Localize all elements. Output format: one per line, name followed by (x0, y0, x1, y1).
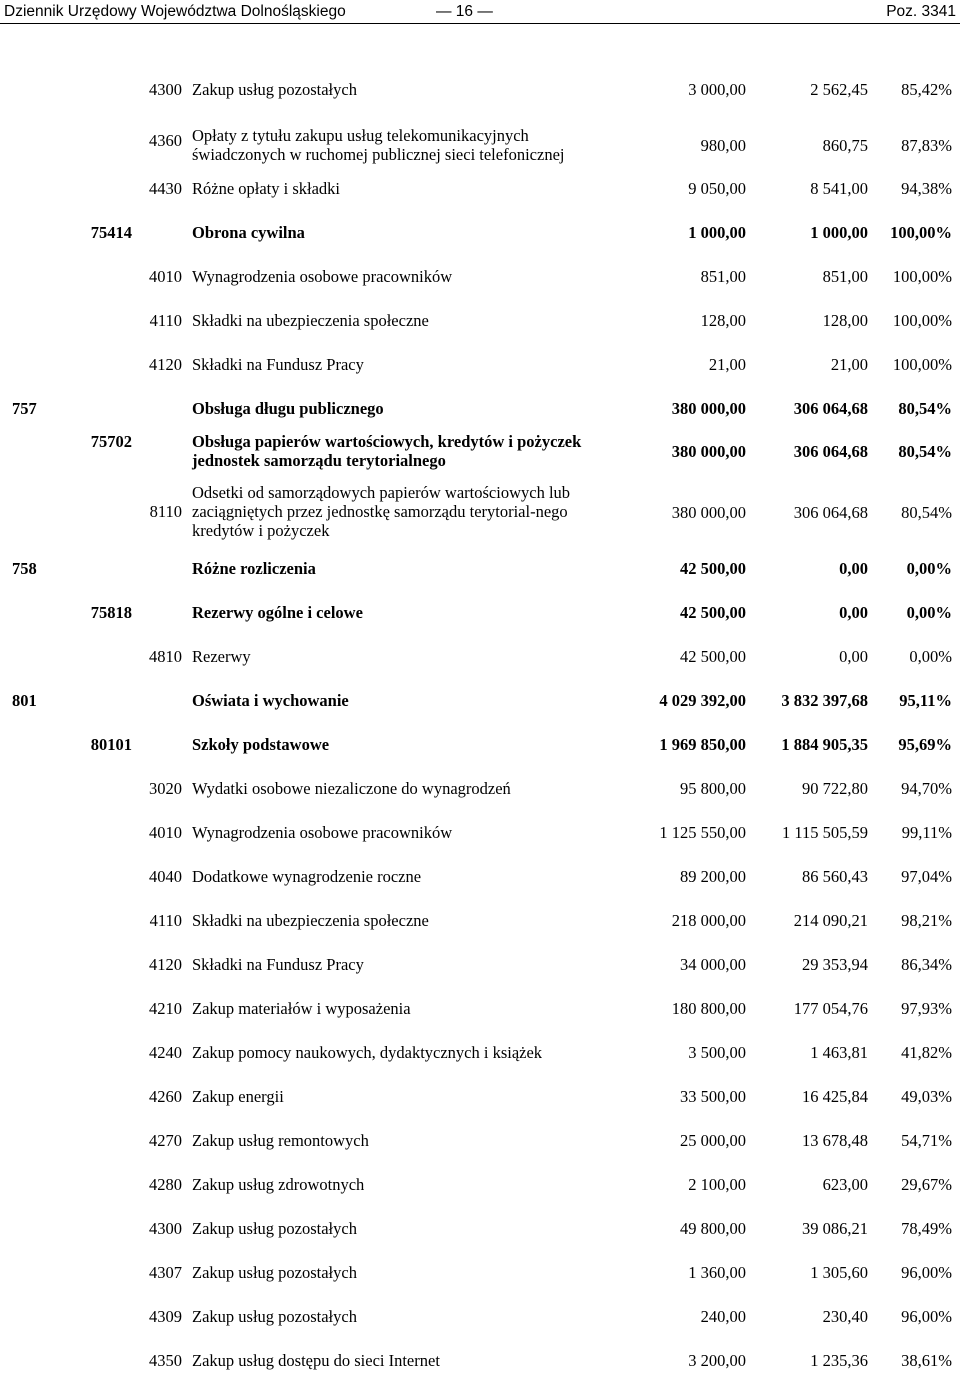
name-cell: Opłaty z tytułu zakupu usług telekomunikacyjnych świadczonych w ruchomej publicznej sieci telefonicznej (192, 126, 565, 164)
paragraf-cell: 4210 (149, 999, 182, 1018)
wykonanie-cell: 851,00 (822, 267, 868, 286)
table-row (12, 1219, 956, 1238)
plan-cell: 1 125 550,00 (659, 823, 746, 842)
name-cell: Szkoły podstawowe (192, 735, 330, 754)
percent-cell: 100,00% (892, 355, 952, 374)
percent-cell: 96,00% (901, 1263, 952, 1282)
table-row (12, 179, 956, 198)
percent-cell: 96,00% (901, 1307, 952, 1326)
plan-cell: 25 000,00 (680, 1131, 746, 1150)
table-row (12, 432, 956, 470)
paragraf-cell: 4240 (149, 1043, 182, 1062)
wykonanie-cell: 306 064,68 (793, 442, 868, 461)
table-row (12, 1263, 956, 1282)
wykonanie-cell: 230,40 (822, 1307, 868, 1326)
table-row (12, 955, 956, 974)
wykonanie-cell: 1 463,81 (810, 1043, 868, 1062)
plan-cell: 128,00 (700, 311, 746, 330)
plan-cell: 4 029 392,00 (659, 691, 746, 710)
wykonanie-cell: 1 000,00 (810, 223, 868, 242)
table-row (12, 779, 956, 798)
wykonanie-cell: 0,00 (839, 647, 868, 666)
percent-cell: 98,21% (901, 911, 952, 930)
plan-cell: 42 500,00 (680, 559, 746, 578)
percent-cell: 87,83% (901, 136, 952, 155)
table-row (12, 1131, 956, 1150)
paragraf-cell: 4040 (149, 867, 182, 886)
wykonanie-cell: 860,75 (822, 136, 868, 155)
header-divider (0, 23, 960, 24)
wykonanie-cell: 177 054,76 (793, 999, 868, 1018)
percent-cell: 99,11% (901, 823, 952, 842)
plan-cell: 49 800,00 (680, 1219, 746, 1238)
plan-cell: 1 969 850,00 (659, 735, 746, 754)
name-cell: Składki na ubezpieczenia społeczne (192, 311, 429, 330)
name-cell: Odsetki od samorządowych papierów wartościowych lub zaciągniętych przez jednostkę samorządu terytorial-nego kredytów i pożyczek (192, 483, 571, 540)
table-row (12, 647, 956, 666)
plan-cell: 3 200,00 (688, 1351, 746, 1370)
plan-cell: 180 800,00 (671, 999, 746, 1018)
name-cell: Zakup materiałów i wyposażenia (192, 999, 411, 1018)
table-row (12, 311, 956, 330)
table-row (12, 1307, 956, 1326)
plan-cell: 2 100,00 (688, 1175, 746, 1194)
paragraf-cell: 4270 (149, 1131, 182, 1150)
dzial-cell: 758 (12, 559, 37, 578)
percent-cell: 85,42% (901, 80, 952, 99)
paragraf-cell: 4300 (149, 1219, 182, 1238)
name-cell: Wynagrodzenia osobowe pracowników (192, 823, 453, 842)
plan-cell: 1 360,00 (688, 1263, 746, 1282)
name-cell: Dodatkowe wynagrodzenie roczne (192, 867, 422, 886)
name-cell: Wynagrodzenia osobowe pracowników (192, 267, 453, 286)
percent-cell: 29,67% (901, 1175, 952, 1194)
paragraf-cell: 4360 (149, 131, 182, 150)
paragraf-cell: 4350 (149, 1351, 182, 1370)
position-number: Poz. 3341 (886, 3, 956, 20)
name-cell: Zakup pomocy naukowych, dydaktycznych i książek (192, 1043, 543, 1062)
name-cell: Rezerwy ogólne i celowe (192, 603, 363, 622)
wykonanie-cell: 39 086,21 (802, 1219, 868, 1238)
percent-cell: 100,00% (892, 311, 952, 330)
name-cell: Zakup energii (192, 1087, 284, 1106)
wykonanie-cell: 29 353,94 (802, 955, 868, 974)
name-cell: Obsługa długu publicznego (192, 399, 384, 418)
plan-cell: 3 000,00 (688, 80, 746, 99)
wykonanie-cell: 1 884 905,35 (781, 735, 868, 754)
plan-cell: 89 200,00 (680, 867, 746, 886)
name-cell: Różne opłaty i składki (192, 179, 341, 198)
name-cell: Zakup usług pozostałych (192, 80, 357, 99)
percent-cell: 80,54% (898, 442, 952, 461)
plan-cell: 380 000,00 (671, 442, 746, 461)
name-cell: Składki na ubezpieczenia społeczne (192, 911, 429, 930)
table-row (12, 80, 956, 99)
percent-cell: 100,00% (890, 223, 952, 242)
percent-cell: 94,70% (901, 779, 952, 798)
wykonanie-cell: 21,00 (830, 355, 868, 374)
name-cell: Wydatki osobowe niezaliczone do wynagrodzeń (192, 779, 511, 798)
percent-cell: 54,71% (901, 1131, 952, 1150)
percent-cell: 95,11% (899, 691, 952, 710)
name-cell: Zakup usług dostępu do sieci Internet (192, 1351, 440, 1370)
wykonanie-cell: 1 305,60 (810, 1263, 868, 1282)
name-cell: Oświata i wychowanie (192, 691, 349, 710)
plan-cell: 240,00 (700, 1307, 746, 1326)
paragraf-cell: 4120 (149, 355, 182, 374)
paragraf-cell: 4010 (149, 267, 182, 286)
wykonanie-cell: 1 115 505,59 (781, 823, 868, 842)
table-row (12, 1175, 956, 1194)
plan-cell: 980,00 (700, 136, 746, 155)
table-row (12, 126, 956, 164)
wykonanie-cell: 2 562,45 (810, 80, 868, 99)
name-cell: Zakup usług zdrowotnych (192, 1175, 365, 1194)
name-cell: Obsługa papierów wartościowych, kredytów i pożyczek jednostek samorządu terytorialnego (192, 432, 582, 470)
plan-cell: 3 500,00 (688, 1043, 746, 1062)
table-row (12, 223, 956, 242)
paragraf-cell: 4120 (149, 955, 182, 974)
paragraf-cell: 8110 (149, 502, 182, 521)
table-row (12, 911, 956, 930)
wykonanie-cell: 86 560,43 (802, 867, 868, 886)
percent-cell: 95,69% (898, 735, 952, 754)
table-row (12, 691, 956, 710)
paragraf-cell: 4307 (149, 1263, 182, 1282)
table-row (12, 267, 956, 286)
percent-cell: 94,38% (901, 179, 952, 198)
table-row (12, 399, 956, 418)
paragraf-cell: 4430 (149, 179, 182, 198)
plan-cell: 95 800,00 (680, 779, 746, 798)
percent-cell: 97,93% (901, 999, 952, 1018)
name-cell: Zakup usług pozostałych (192, 1219, 357, 1238)
table-row (12, 559, 956, 578)
table-row (12, 355, 956, 374)
name-cell: Składki na Fundusz Pracy (192, 955, 364, 974)
percent-cell: 78,49% (901, 1219, 952, 1238)
wykonanie-cell: 3 832 397,68 (781, 691, 868, 710)
plan-cell: 33 500,00 (680, 1087, 746, 1106)
name-cell: Zakup usług pozostałych (192, 1307, 357, 1326)
wykonanie-cell: 623,00 (822, 1175, 868, 1194)
plan-cell: 1 000,00 (688, 223, 746, 242)
wykonanie-cell: 128,00 (822, 311, 868, 330)
wykonanie-cell: 16 425,84 (802, 1087, 868, 1106)
name-cell: Zakup usług remontowych (192, 1131, 369, 1150)
percent-cell: 100,00% (892, 267, 952, 286)
plan-cell: 380 000,00 (671, 503, 746, 522)
paragraf-cell: 4280 (149, 1175, 182, 1194)
paragraf-cell: 4260 (149, 1087, 182, 1106)
percent-cell: 80,54% (898, 399, 952, 418)
page-header (0, 0, 960, 28)
percent-cell: 97,04% (901, 867, 952, 886)
plan-cell: 42 500,00 (680, 603, 746, 622)
plan-cell: 218 000,00 (671, 911, 746, 930)
plan-cell: 21,00 (708, 355, 746, 374)
table-row (12, 823, 956, 842)
percent-cell: 80,54% (901, 503, 952, 522)
table-row (12, 735, 956, 754)
wykonanie-cell: 0,00 (839, 603, 868, 622)
wykonanie-cell: 13 678,48 (802, 1131, 868, 1150)
percent-cell: 0,00% (909, 647, 952, 666)
paragraf-cell: 4810 (149, 647, 182, 666)
name-cell: Różne rozliczenia (192, 559, 316, 578)
table-row (12, 483, 956, 540)
table-row (12, 1087, 956, 1106)
table-row (12, 1043, 956, 1062)
wykonanie-cell: 90 722,80 (802, 779, 868, 798)
wykonanie-cell: 306 064,68 (793, 399, 868, 418)
paragraf-cell: 3020 (149, 779, 182, 798)
wykonanie-cell: 0,00 (839, 559, 868, 578)
dzial-cell: 757 (12, 399, 37, 418)
wykonanie-cell: 8 541,00 (810, 179, 868, 198)
percent-cell: 41,82% (901, 1043, 952, 1062)
paragraf-cell: 4110 (149, 311, 182, 330)
wykonanie-cell: 1 235,36 (810, 1351, 868, 1370)
paragraf-cell: 4010 (149, 823, 182, 842)
name-cell: Rezerwy (192, 647, 251, 666)
rozdzial-cell: 75702 (90, 432, 132, 451)
name-cell: Składki na Fundusz Pracy (192, 355, 364, 374)
dzial-cell: 801 (12, 691, 37, 710)
wykonanie-cell: 214 090,21 (793, 911, 868, 930)
table-row (12, 1351, 956, 1370)
plan-cell: 34 000,00 (680, 955, 746, 974)
table-row (12, 867, 956, 886)
name-cell: Obrona cywilna (192, 223, 305, 242)
rozdzial-cell: 75818 (90, 603, 132, 622)
table-row (12, 603, 956, 622)
paragraf-cell: 4309 (149, 1307, 182, 1326)
percent-cell: 49,03% (901, 1087, 952, 1106)
percent-cell: 0,00% (906, 603, 952, 622)
page-number: — 16 — (436, 3, 493, 20)
wykonanie-cell: 306 064,68 (793, 503, 868, 522)
plan-cell: 851,00 (700, 267, 746, 286)
rozdzial-cell: 80101 (90, 735, 132, 754)
plan-cell: 9 050,00 (688, 179, 746, 198)
percent-cell: 0,00% (906, 559, 952, 578)
percent-cell: 86,34% (901, 955, 952, 974)
table-row (12, 999, 956, 1018)
plan-cell: 380 000,00 (671, 399, 746, 418)
paragraf-cell: 4300 (149, 80, 182, 99)
journal-title: Dziennik Urzędowy Województwa Dolnośląskiego (4, 3, 346, 20)
percent-cell: 38,61% (901, 1351, 952, 1370)
plan-cell: 42 500,00 (680, 647, 746, 666)
paragraf-cell: 4110 (149, 911, 182, 930)
rozdzial-cell: 75414 (90, 223, 132, 242)
name-cell: Zakup usług pozostałych (192, 1263, 357, 1282)
